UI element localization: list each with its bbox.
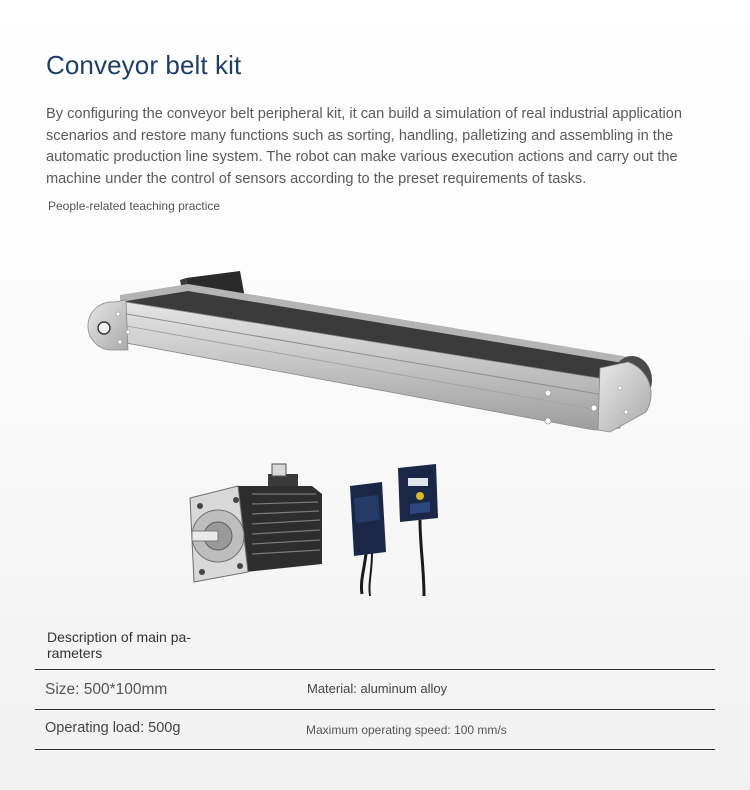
section-subtitle: People-related teaching practice [48, 199, 221, 213]
photoelectric-sensors-illustration [340, 460, 450, 600]
table-divider-middle [35, 709, 715, 710]
param-operating-load: Operating load: 500g [45, 720, 181, 736]
servo-motor-illustration [180, 460, 330, 592]
parameters-heading: Description of main pa-rameters [47, 629, 191, 661]
param-material: Material: aluminum alloy [307, 681, 448, 696]
table-divider-bottom [35, 749, 715, 750]
param-size: Size: 500*100mm [45, 681, 168, 698]
conveyor-belt-illustration [80, 262, 660, 442]
param-max-speed: Maximum operating speed: 100 mm/s [306, 723, 507, 737]
left-end-cap [88, 300, 130, 350]
table-divider-top [35, 669, 715, 670]
page-title: Conveyor belt kit [46, 50, 242, 80]
intro-paragraph: By configuring the conveyor belt peripheral kit, it can build a simulation of real industrial application scenarios and restore many functions such as sorting, handling, palletizing and assembling in the automatic production line system. The robot can make various execution actions and carry out the machine under the control of sensors according to the preset requirements of tasks. [46, 106, 682, 187]
